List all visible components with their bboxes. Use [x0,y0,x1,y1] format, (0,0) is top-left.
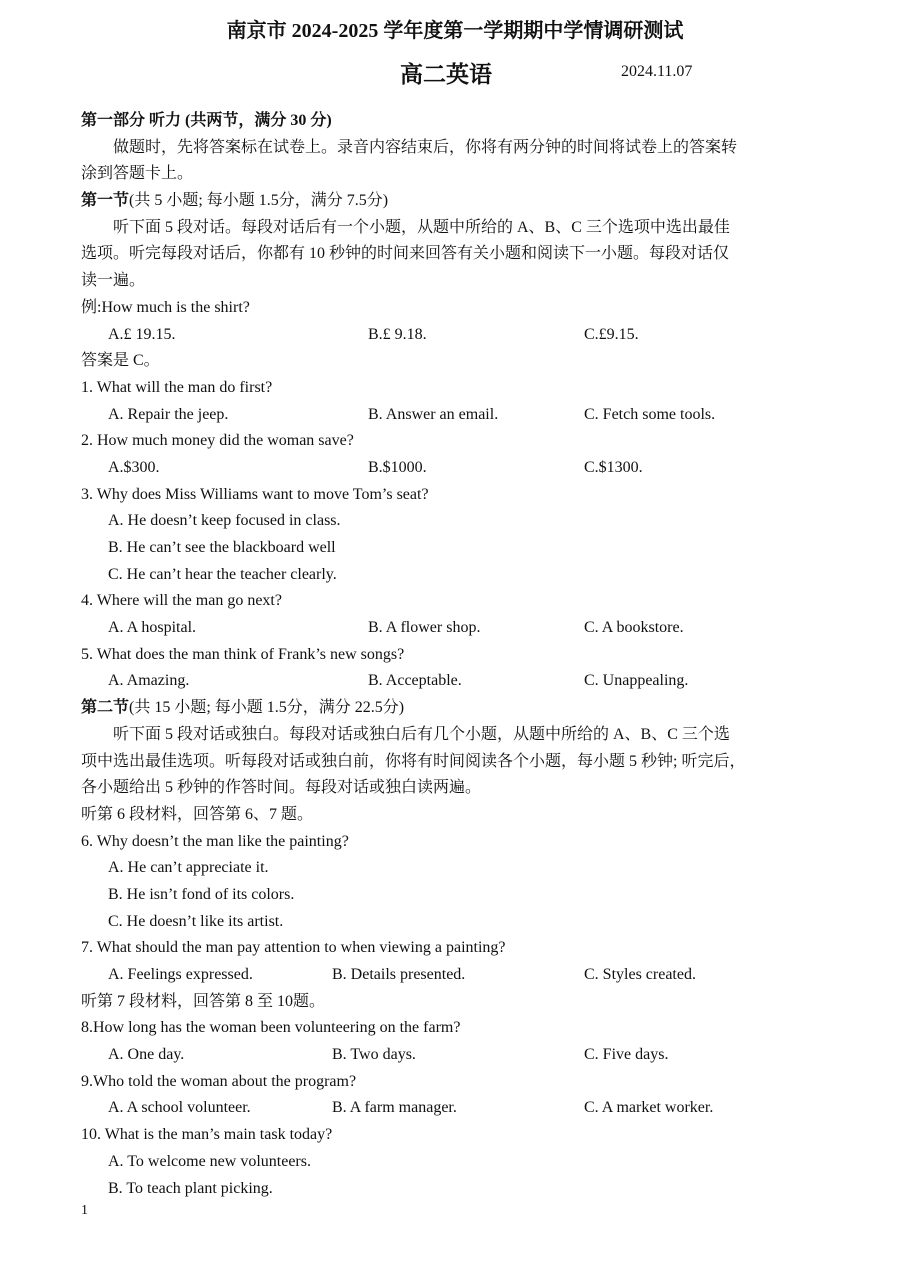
option-text: C. Unappealing. [584,672,689,690]
options-line [81,402,821,429]
option-line [81,562,821,589]
option-text: A. To welcome new volunteers. [108,1152,311,1170]
instruction-text: 涂到答题卡上。 [81,165,194,183]
option-text: B. He can’t see the blackboard well [108,539,336,556]
instruction-text: 听下面 5 段对话或独白。每段对话或独白后有几个小题，从题中所给的 A、B、C 三个选 [113,725,730,743]
instruction-line [81,241,821,268]
part-heading [81,108,821,135]
instruction-line [81,268,821,295]
option-text: B.$1000. [368,458,427,476]
options-line [81,615,821,642]
example-answer [81,348,821,375]
group-intro-text: 听第 7 段材料，回答第 8 至 10题。 [81,992,326,1010]
question-line [81,642,821,669]
option-line [81,1176,821,1203]
exam-title: 南京市 2024-2025 学年度第一学期期中学情调研测试 [226,20,684,42]
option-text: C. Five days. [584,1046,669,1064]
option-text: B. To teach plant picking. [108,1179,273,1197]
option-line [81,535,821,562]
group-intro [81,802,821,829]
option-line [81,882,821,909]
section-heading-rest: (共 5 小题; 每小题 1.5分，满分 7.5分) [129,192,389,210]
option-text: B. Acceptable. [368,672,462,690]
option-text: A. A school volunteer. [108,1099,251,1117]
group-intro [81,989,821,1016]
instruction-line [81,161,821,188]
option-text: C.$1300. [584,458,643,476]
option-text: C. He can’t hear the teacher clearly. [108,565,337,583]
question-line [81,935,821,962]
instruction-text: 做题时，先将答案标在试卷上。录音内容结束后，你将有两分钟的时间将试卷上的答案转 [113,138,738,156]
example-option: C.£9.15. [584,325,639,343]
instruction-text: 读一遍。 [81,272,146,290]
question-line [81,588,821,615]
option-text: B. He isn’t fond of its colors. [108,885,295,903]
example-answer-text: 答案是 C。 [81,352,160,370]
question-text: 3. Why does Miss Williams want to move Tom’s seat? [81,485,429,503]
exam-date: 2024.11.07 [621,63,693,80]
options-line [81,962,821,989]
page-number: 1 [81,1203,88,1218]
question-line [81,1122,821,1149]
question-text: 5. What does the man think of Frank’s new songs? [81,645,405,663]
option-text: C. A market worker. [584,1099,714,1117]
question-text: 2. How much money did the woman save? [81,432,354,450]
options-line [81,1042,821,1069]
option-text: A. He can’t appreciate it. [108,859,269,877]
option-text: B. Two days. [332,1046,416,1064]
option-text: C. Fetch some tools. [584,405,716,423]
option-text: A. Repair the jeep. [108,405,229,423]
question-line [81,1069,821,1096]
instruction-text: 选项。听完每段对话后，你都有 10 秒钟的时间来回答有关小题和阅读下一小题。每段对话仅 [81,245,730,263]
example-options [81,322,821,349]
question-text: 9.Who told the woman about the program? [81,1072,357,1090]
option-text: B. Details presented. [332,966,466,983]
question-line [81,482,821,509]
option-text: C. He doesn’t like its artist. [108,912,284,930]
section-heading-bold: 第二节 [81,699,130,717]
instruction-text: 各小题给出 5 秒钟的作答时间。每段对话或独白读两遍。 [81,779,482,797]
option-text: A. He doesn’t keep focused in class. [108,512,341,530]
example-question-text: 例:How much is the shirt? [81,298,250,316]
instruction-line [81,775,821,802]
question-text: 8.How long has the woman been volunteering on the farm? [81,1019,461,1037]
section-heading [81,188,821,215]
question-text: 6. Why doesn’t the man like the painting? [81,832,349,850]
option-text: A.$300. [108,458,160,476]
section-heading-rest: (共 15 小题; 每小题 1.5分，满分 22.5分) [129,699,405,717]
instruction-line [81,722,821,749]
option-text: A. A hospital. [108,619,197,637]
option-text: A. Feelings expressed. [108,966,253,983]
option-line [81,508,821,535]
instruction-line [81,749,821,776]
question-line [81,1015,821,1042]
option-text: B. A flower shop. [368,619,481,637]
option-text: B. Answer an email. [368,405,499,423]
question-line [81,375,821,402]
options-line [81,455,821,482]
example-option: B.£ 9.18. [368,325,427,343]
subject-title: 高二英语 [400,62,492,87]
option-line [81,909,821,936]
question-line [81,428,821,455]
example-option: A.£ 19.15. [108,325,176,343]
instruction-line [81,135,821,162]
options-line [81,1095,821,1122]
options-line [81,668,821,695]
instruction-line [81,215,821,242]
example-question [81,295,821,322]
question-line [81,829,821,856]
option-text: C. A bookstore. [584,619,684,637]
question-text: 1. What will the man do first? [81,378,273,396]
instruction-text: 听下面 5 段对话。每段对话后有一个小题，从题中所给的 A、B、C 三个选项中选出最佳 [113,218,730,236]
option-text: A. Amazing. [108,672,190,690]
group-intro-text: 听第 6 段材料，回答第 6、7 题。 [81,805,314,823]
instruction-text: 项中选出最佳选项。听每段对话或独白前，你将有时间阅读各个小题，每小题 5 秒钟; 听完后， [81,752,746,770]
option-text: A. One day. [108,1046,185,1064]
question-text: 4. Where will the man go next? [81,592,282,610]
option-text: C. Styles created. [584,966,696,983]
section-heading-bold: 第一节 [81,192,130,210]
question-text: 7. What should the man pay attention to when viewing a painting? [81,939,506,957]
option-line [81,1149,821,1176]
exam-body [81,108,821,1202]
question-text: 10. What is the man’s main task today? [81,1126,333,1144]
option-text: B. A farm manager. [332,1099,457,1117]
option-line [81,855,821,882]
section-heading [81,695,821,722]
part1-heading: 第一部分 听力 (共两节，满分 30 分) [81,112,332,129]
